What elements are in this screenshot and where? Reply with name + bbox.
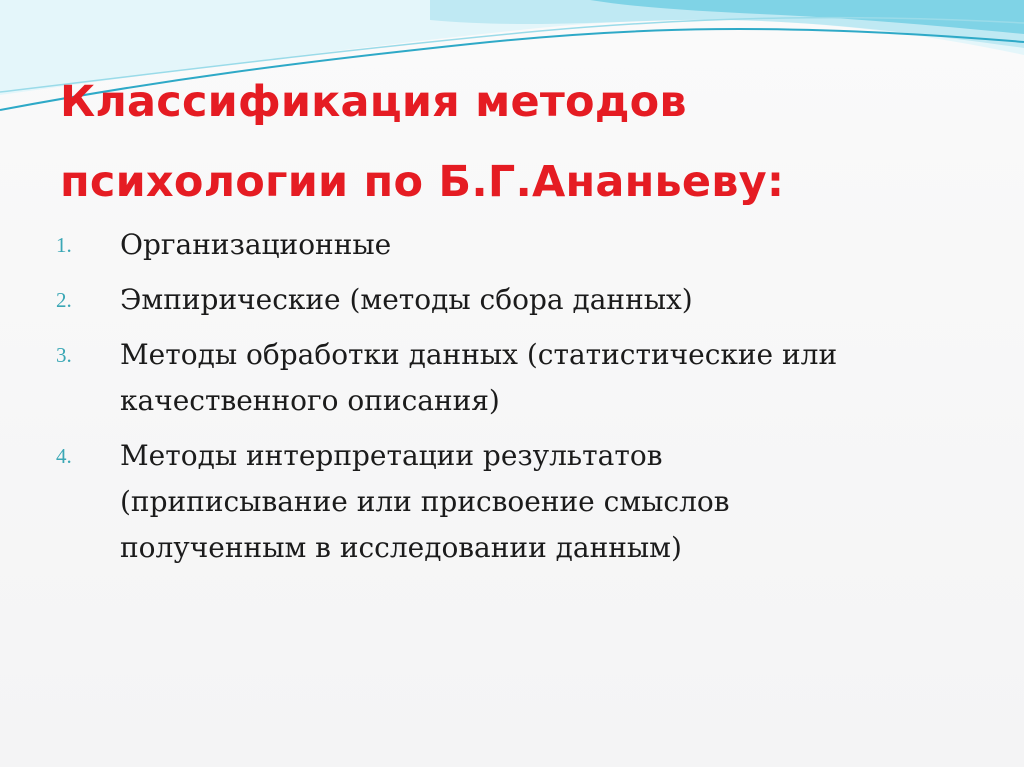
list-item (56, 222, 986, 268)
list-item (56, 332, 986, 424)
list-item-text (120, 222, 986, 268)
list-item-line: (приписывание или присвоение смыслов (120, 485, 730, 518)
list-item-text (120, 277, 986, 323)
slide-title-line-2: психологии по Б.Г.Ананьеву: (60, 157, 785, 207)
list-item-line: Эмпирические (методы сбора данных) (120, 283, 693, 316)
list-item-line: Организационные (120, 228, 392, 261)
list-item-text (120, 332, 986, 424)
slide-title (60, 62, 960, 222)
list-item-text (120, 433, 986, 571)
list-item-line: качественного описания) (120, 384, 500, 417)
list-item-number: 2. (56, 288, 72, 312)
list-item-line: Методы обработки данных (статистические или (120, 338, 838, 371)
slide-title-line-1: Классификация методов (60, 77, 687, 127)
list-item-number: 1. (56, 233, 72, 257)
list-item-line: Методы интерпретации результатов (120, 439, 663, 472)
list-item-number: 3. (56, 343, 72, 367)
list-item-line: полученным в исследовании данным) (120, 531, 682, 564)
list-item-number: 4. (56, 444, 72, 468)
list-item (56, 433, 986, 571)
methods-list (56, 222, 986, 580)
list-item (56, 277, 986, 323)
